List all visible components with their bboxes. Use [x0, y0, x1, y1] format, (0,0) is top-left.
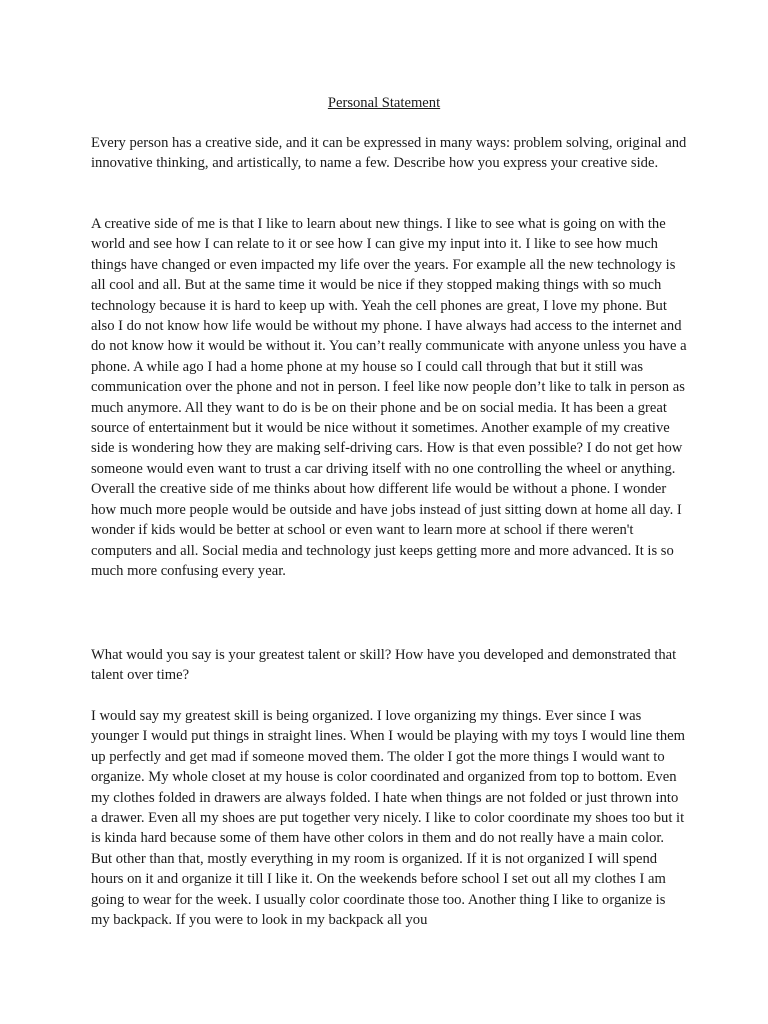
answer-paragraph-1: A creative side of me is that I like to learn about new things. I like to see what is going on with the world and see how I can relate to it or see how I can give my input into it. I like to see how much things have changed or even impacted my life over the years. For example all the new technology is all cool and all. But at the same time it would be nice if they stopped making things with so much technology because it is hard to keep up with. Yeah the cell phones are great, I love my phone. But also I do not know how life would be without my phone. I have always had access to the internet and do not know how it would be without it. You can’t really communicate with anyone unless you have a phone. A while ago I had a home phone at my house so I could call through that but it still was communication over the phone and not in person. I feel like now people don’t like to talk in person as much anymore. All they want to do is be on their phone and be on social media. It has been a great source of entertainment but it would be nice without it sometimes. Another example of my creative side is wondering how they are making self-driving cars. How is that even possible? I do not get how someone would even want to trust a car driving itself with no one controlling the wheel or anything. Overall the creative side of me thinks about how different life would be without a phone. I wonder how much more people would be outside and have jobs instead of just sitting down at home all day. I wonder if kids would be better at school or even want to learn more at school if there weren't computers and all. Social media and technology just keeps getting more and more advanced. It is so much more confusing every year.: [91, 216, 687, 579]
page-title: Personal Statement: [327, 95, 441, 111]
prompt-question-2: What would you say is your greatest talent or skill? How have you developed and demonstrated that talent over time?: [91, 647, 677, 684]
answer-paragraph-2: I would say my greatest skill is being organized. I love organizing my things. Ever since I was younger I would put things in straight lines. When I would be playing with my toys I would line them up perfectly and get mad if someone moved them. The older I got the more things I would want to organize. My whole closet at my house is color coordinated and organized from top to bottom. Even my clothes folded in drawers are always folded. I hate when things are not folded or just thrown into a drawer. Even all my shoes are put together very nicely. I like to color coordinate my shoes too but it is kinda hard because some of them have other colors in them and do not really have a main color. But other than that, mostly everything in my room is organized. If it is not organized I will spend hours on it and organize it till I like it. On the weekends before school I set out all my clothes I am going to wear for the week. I usually color coordinate those too. Another thing I like to organize is my backpack. If you were to look in my backpack all you: [91, 708, 685, 929]
prompt-question-1: Every person has a creative side, and it can be expressed in many ways: problem solving, original and innovative thinking, and artistically, to name a few. Describe how you express your creative side.: [91, 135, 687, 172]
